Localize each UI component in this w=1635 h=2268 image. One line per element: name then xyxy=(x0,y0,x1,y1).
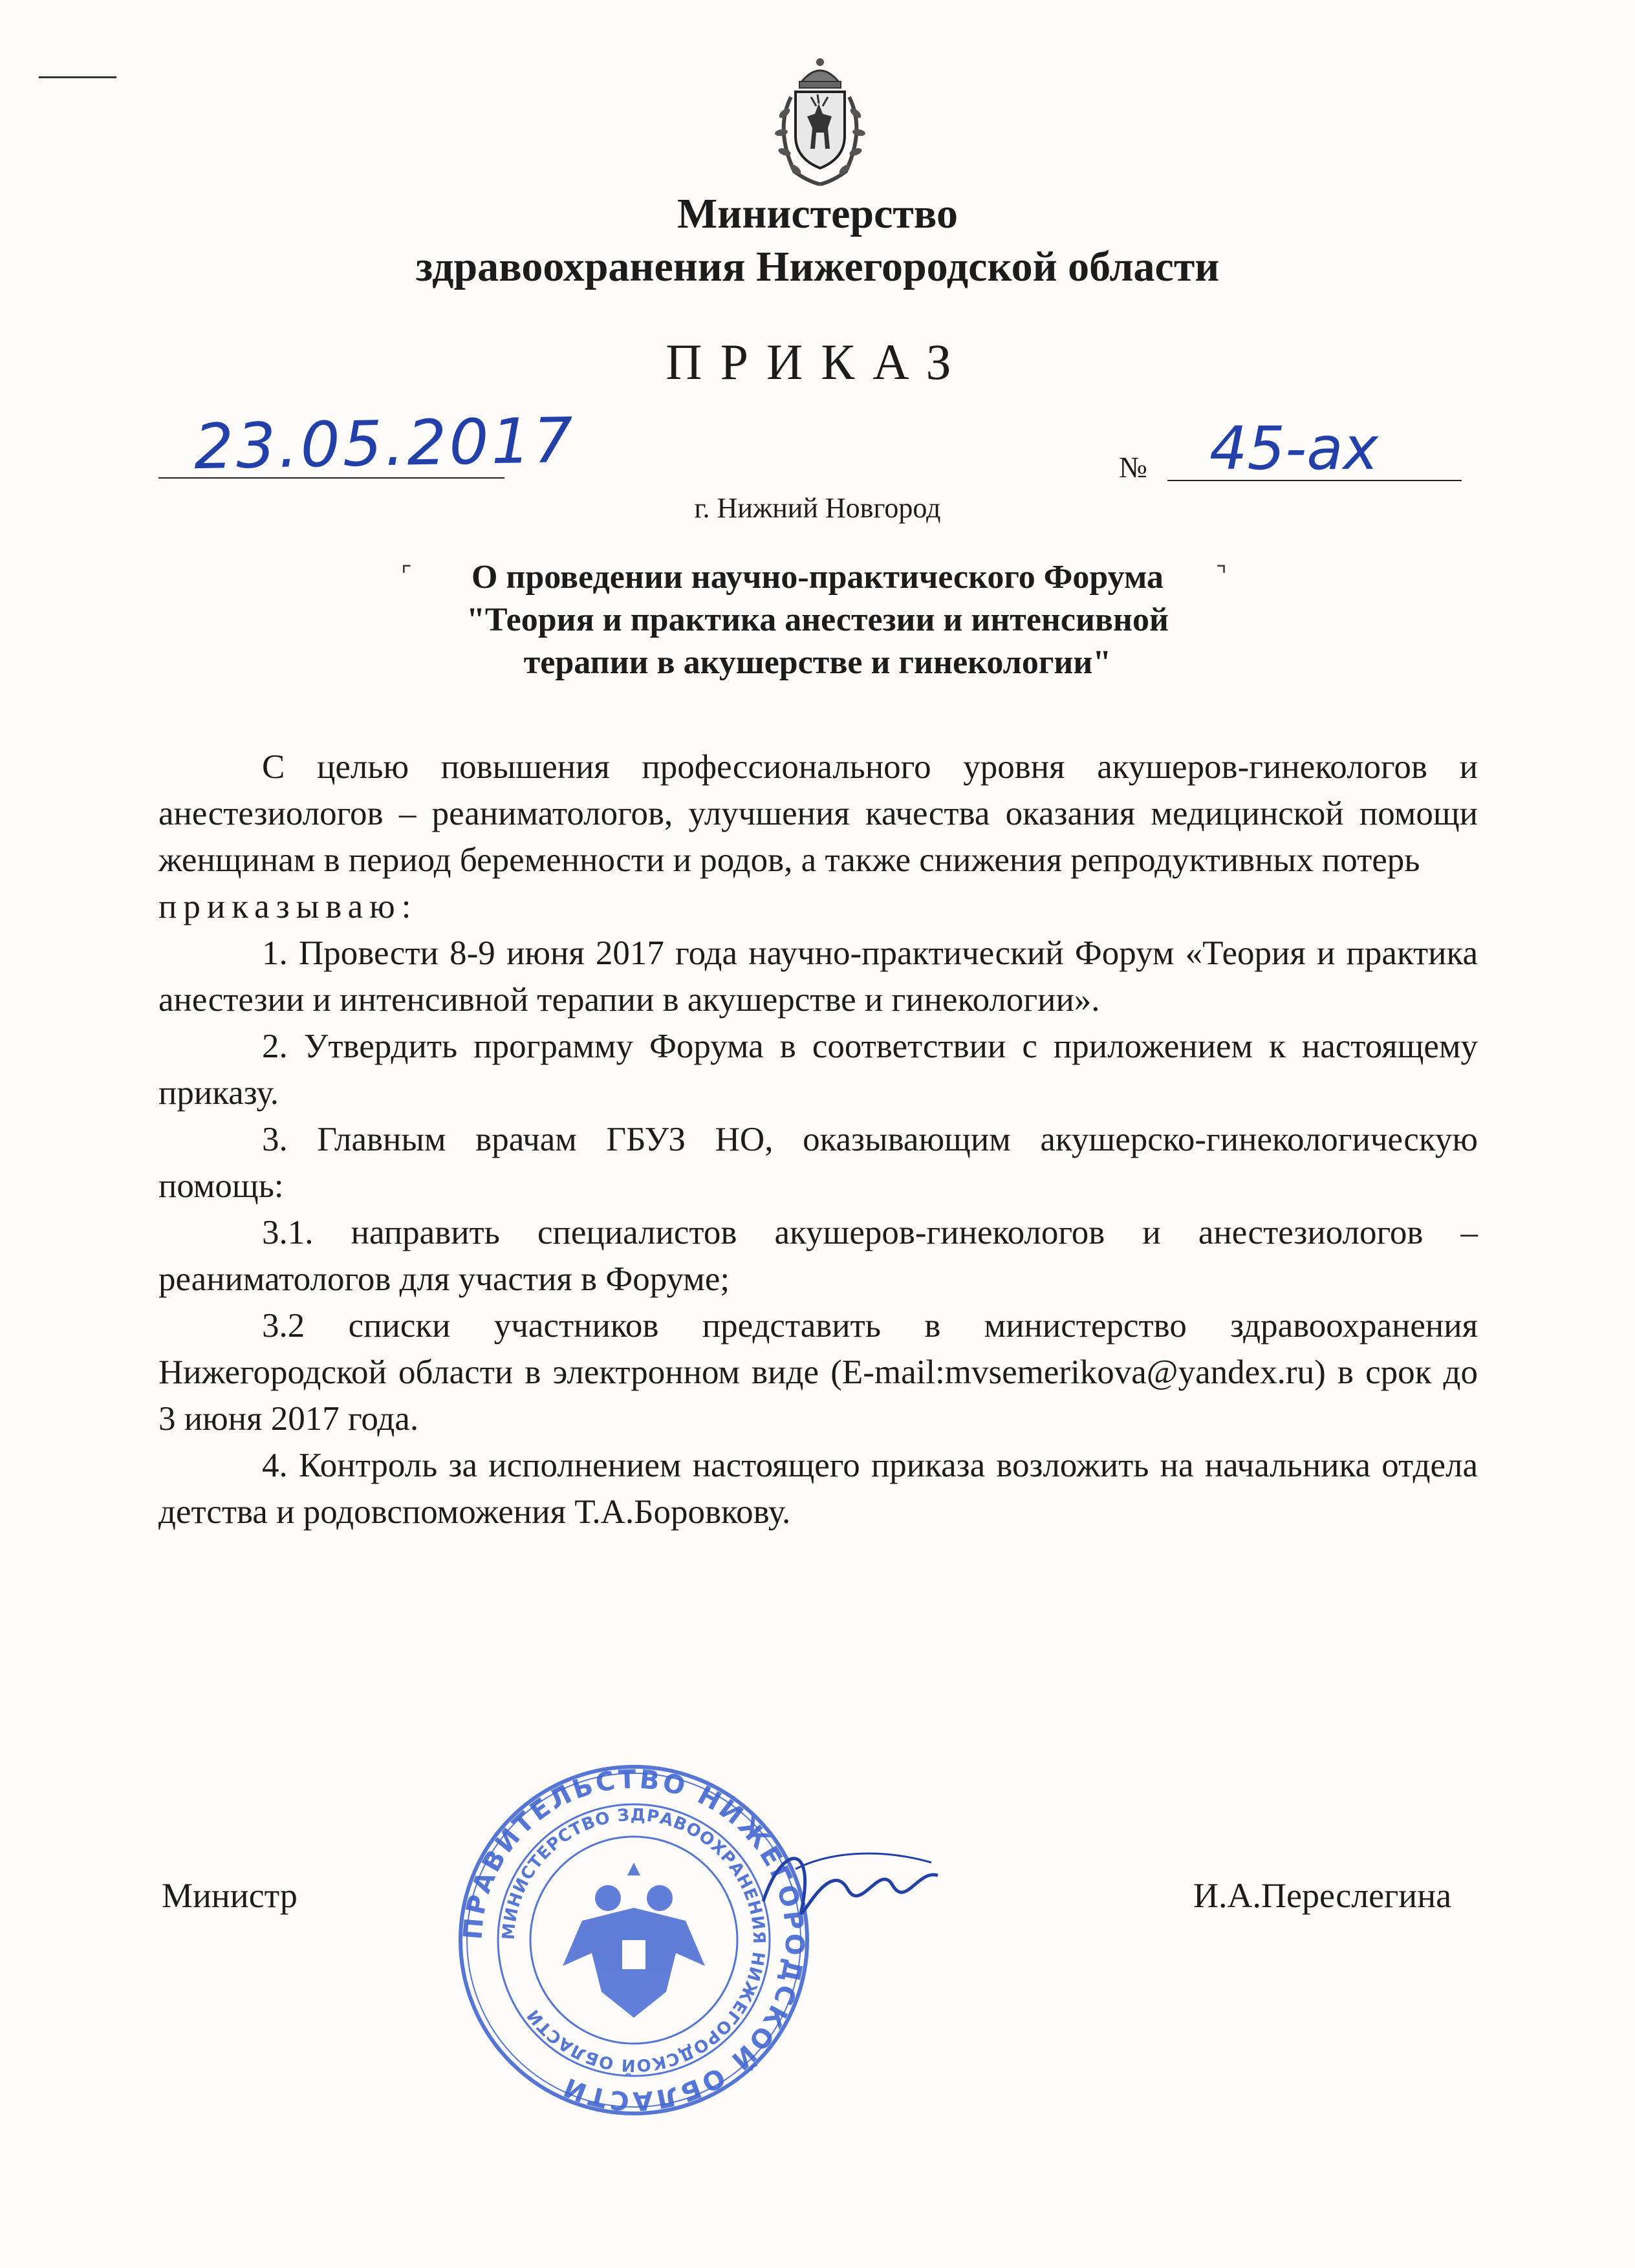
order-item-3-2: 3.2 списки участников представить в министерство здравоохранения Нижегородской области в электронном виде (E-mail:mvsemerikova@yandex.ru) в срок до 3 июня 2017 года. xyxy=(158,1307,1478,1438)
number-underline xyxy=(1167,480,1462,481)
intro-paragraph: С целью повышения профессионального уровня акушеров-гинекологов и анестезиологов – реаниматологов, улучшения качества оказания медицинской помощи женщинам в период беременности и родов, а также снижения репродуктивных потерь xyxy=(158,748,1478,879)
seal-inner-text: МИНИСТЕРСТВО ЗДРАВООХРАНЕНИЯ НИЖЕГОРОДСКОЙ ОБЛАСТИ xyxy=(499,1805,769,2075)
order-item-2: 2. Утвердить программу Форума в соответствии с приложением к настоящему приказу. xyxy=(158,1028,1478,1112)
seal-outer-text: ПРАВИТЕЛЬСТВО НИЖЕГОРОДСКОЙ ОБЛАСТИ xyxy=(458,1764,810,2116)
order-item-3: 3. Главным врачам ГБУЗ НО, оказывающим акушерско-гинекологическую помощь: xyxy=(158,1121,1478,1205)
handwritten-signature-icon xyxy=(757,1830,944,1940)
order-item-4: 4. Контроль за исполнением настоящего приказа возложить на начальника отдела детства и родовспоможения Т.А.Боровкову. xyxy=(158,1447,1478,1531)
order-word: приказываю: xyxy=(158,888,418,925)
official-seal-icon xyxy=(453,1759,815,2121)
subject-line2: "Теория и практика анестезии и интенсивной xyxy=(466,601,1169,638)
margin-mark xyxy=(39,76,116,78)
date-handwritten: 23.05.2017 xyxy=(193,404,576,484)
subject-bracket-right: ⌝ xyxy=(1216,562,1227,588)
ministry-title-line1: Министерство xyxy=(677,190,958,237)
subject-line3: терапии в акушерстве и гинекологии" xyxy=(523,644,1112,681)
order-item-3-1: 3.1. направить специалистов акушеров-гинекологов и анестезиологов – реаниматологов для участия в Форуме; xyxy=(158,1214,1478,1298)
order-body xyxy=(158,744,1478,1535)
number-handwritten: 45-ах xyxy=(1209,414,1379,483)
document-type-title: ПРИКАЗ xyxy=(666,334,969,390)
number-label: № xyxy=(1119,451,1147,484)
signatory-role: Министр xyxy=(162,1876,298,1915)
signatory-name: И.А.Переслегина xyxy=(1193,1876,1452,1915)
coat-of-arms-icon xyxy=(755,52,885,191)
subject-bracket-left: ⌜ xyxy=(401,562,412,588)
order-subject xyxy=(0,556,1635,684)
date-underline xyxy=(158,477,504,479)
subject-line1: О проведении научно-практического Форума xyxy=(471,559,1164,596)
city-line: г. Нижний Новгород xyxy=(694,492,941,524)
ministry-title-line2: здравоохранения Нижегородской области xyxy=(415,243,1220,290)
order-item-1: 1. Провести 8-9 июня 2017 года научно-практический Форум «Теория и практика анестезии и интенсивной терапии в акушерстве и гинекологии». xyxy=(158,934,1478,1019)
